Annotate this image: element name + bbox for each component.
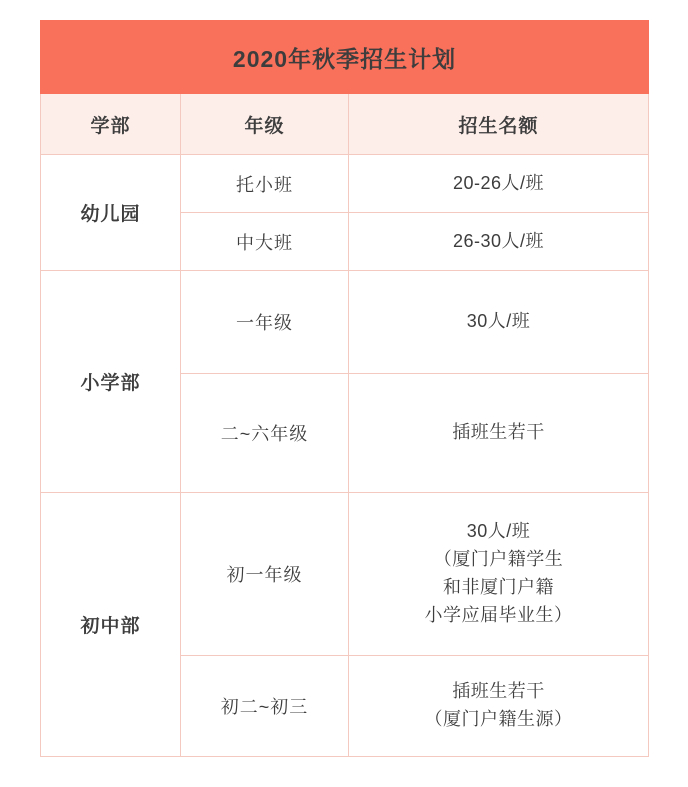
quota-line: 插班生若干 bbox=[452, 681, 545, 702]
grade-cell: 初一年级 bbox=[181, 493, 349, 656]
quota-line: （厦门户籍学生 bbox=[433, 549, 564, 570]
quota-cell bbox=[349, 656, 649, 757]
quota-line: （厦门户籍生源） bbox=[424, 709, 573, 729]
column-header-grade: 年级 bbox=[181, 94, 349, 155]
department-cell: 小学部 bbox=[41, 271, 181, 493]
quota-line: 30人/班 bbox=[466, 521, 531, 542]
quota-cell bbox=[349, 213, 649, 271]
grade-cell: 托小班 bbox=[181, 155, 349, 213]
table-row bbox=[41, 271, 649, 374]
quota-cell bbox=[349, 493, 649, 656]
quota-line: 插班生若干 bbox=[452, 422, 545, 443]
quota-line: 30人/班 bbox=[466, 311, 531, 332]
grade-cell: 一年级 bbox=[181, 271, 349, 374]
grade-cell: 二~六年级 bbox=[181, 374, 349, 493]
table-row bbox=[41, 493, 649, 656]
grade-cell: 中大班 bbox=[181, 213, 349, 271]
quota-cell bbox=[349, 155, 649, 213]
department-cell: 幼儿园 bbox=[41, 155, 181, 271]
quota-line: 和非厦门户籍 bbox=[443, 577, 554, 597]
table-title-row bbox=[41, 21, 649, 94]
table-row bbox=[41, 155, 649, 213]
quota-cell bbox=[349, 271, 649, 374]
column-header-department: 学部 bbox=[41, 94, 181, 155]
table-title: 2020年秋季招生计划 bbox=[41, 21, 649, 94]
admission-plan-table bbox=[40, 20, 649, 757]
grade-cell: 初二~初三 bbox=[181, 656, 349, 757]
quota-line: 20-26人/班 bbox=[452, 172, 545, 193]
quota-line: 小学应届毕业生） bbox=[424, 604, 573, 625]
quota-line: 26-30人/班 bbox=[452, 230, 545, 251]
table-header-row bbox=[41, 94, 649, 155]
column-header-quota: 招生名额 bbox=[349, 94, 649, 155]
quota-cell bbox=[349, 374, 649, 493]
department-cell: 初中部 bbox=[41, 493, 181, 757]
